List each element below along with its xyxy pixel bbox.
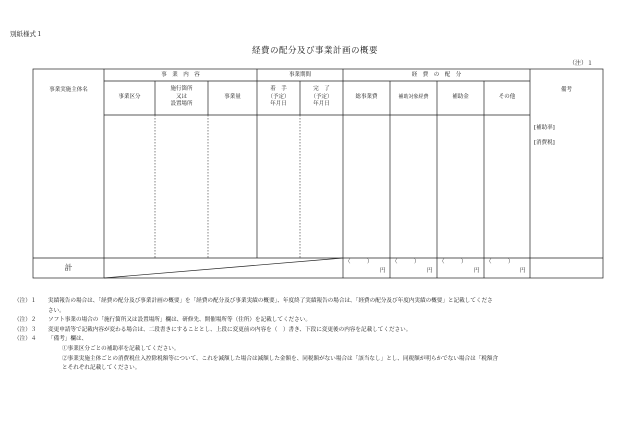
header-cost: 経 費 の 配 分: [411, 71, 462, 78]
col-other: その他: [498, 94, 516, 100]
remark-tax: [消費税]: [534, 140, 555, 146]
total-yen: 円: [520, 268, 526, 274]
total-yen: 円: [380, 268, 386, 274]
note-item: （注）３ 変更申請等で記載内容が変わる場合は、二段書きにすることとし、上段に変更前の内容を（ ）書き、下段に変更後の内容を記載してください。: [14, 326, 412, 333]
document-title: 経費の配分及び事業計画の概要: [251, 46, 378, 56]
col-subsidy: 補助金: [452, 94, 469, 100]
sub-note: ①事業区分ごとの補助率を記載してください。: [62, 345, 180, 352]
total-yen: 円: [427, 268, 433, 274]
col-end: 完 了 （予定） 年月日: [310, 86, 333, 107]
header-remarks: 備考: [560, 87, 572, 93]
total-label: 計: [64, 263, 73, 272]
sub-note: とそれぞれ記載してください。: [62, 365, 141, 372]
total-paren: （ ）: [392, 259, 420, 265]
note-item: （注）２ ソフト事業の場合の「施行箇所又は設置場所」欄は、研修先、開催場所等（住所）を記載してください。: [14, 317, 311, 324]
notes-section: [14, 297, 614, 374]
total-yen: 円: [474, 268, 480, 274]
note-item: （注）４ 「備考」欄は、 ①事業区分ごとの補助率を記載してください。 ②事業実施主体ごとの消費税仕入控除税額等について、これを減額した場合は減額した金額を、同税額がない場合は「該当なし」とし、同税額が明らかでない場合は「税額含 とそれぞれ記載してください。: [14, 335, 614, 373]
total-paren: （ ）: [486, 259, 514, 265]
header-period: 事業期間: [288, 71, 311, 78]
total-paren: （ ）: [439, 259, 467, 265]
form-id: 別紙様式１: [10, 30, 43, 38]
col-own: 補助対象経費: [398, 94, 429, 100]
col-category: 事業区分: [118, 94, 141, 100]
col-location: 施行箇所 又は 設置場所: [170, 86, 193, 107]
col-amount: 事業量: [224, 94, 241, 100]
header-entity: 事業実施主体名: [49, 87, 88, 93]
total-paren: （ ）: [345, 259, 373, 265]
remark-rate: [補助率]: [534, 125, 555, 131]
col-total: 総事業費: [355, 94, 378, 100]
sub-note: ②事業実施主体ごとの消費税仕入控除税額等について、これを減額した場合は減額した金額を、同税額がない場合は「該当なし」とし、同税額が明らかでない場合は「税額含: [62, 355, 499, 362]
header-content: 事 業 内 容: [161, 71, 200, 78]
col-start: 着 手 （予定） 年月日: [267, 86, 290, 107]
note-reference: （注）１: [568, 60, 593, 67]
note-item: （注）１ 実績報告の場合は、「経費の配分及び事業計画の概要」を「経費の配分及び事業実績の概要」、年度終了実績報告の場合は、「経費の配分及び年度内実績の概要」と記載してくださ さい。: [14, 298, 493, 314]
